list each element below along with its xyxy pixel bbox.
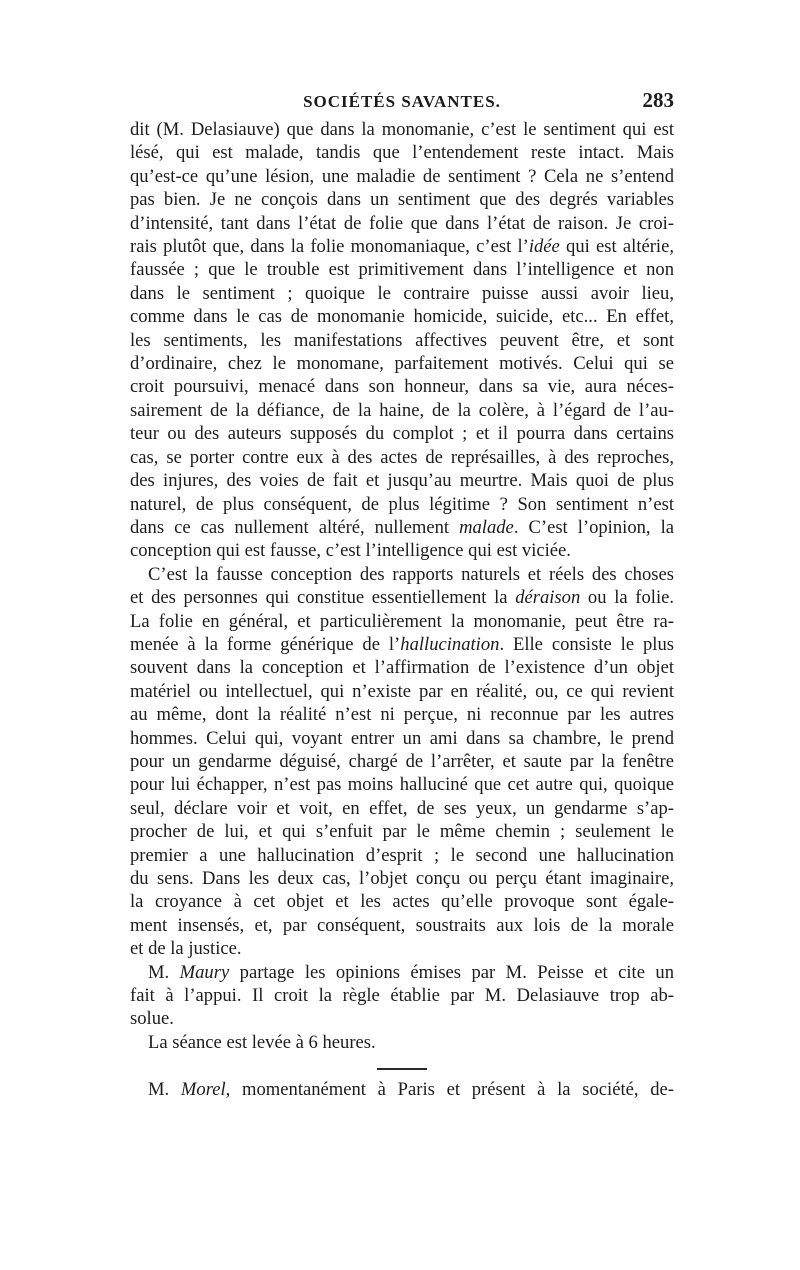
text-line: la croyance à cet objet et les actes qu’elle provoque sont égale- — [130, 891, 674, 913]
text-line — [130, 586, 674, 609]
text-run: qui est altérie, — [559, 236, 674, 258]
text-line — [130, 235, 674, 258]
text-line — [130, 1078, 674, 1101]
text-line: comme dans le cas de monomanie homicide, suicide, etc... En effet, — [130, 306, 674, 328]
paragraph-5 — [130, 1078, 674, 1101]
text-line: C’est la fausse conception des rapports naturels et réels des choses — [148, 563, 674, 585]
text-line: La folie en général, et particulièrement la monomanie, peut être ra- — [130, 610, 674, 632]
text-run: partage les opinions émises par M. Peisse et cite un — [229, 961, 674, 983]
text-run: rais plutôt que, dans la folie monomaniaque, c’est l’ — [130, 236, 529, 258]
text-line: premier a une hallucination d’esprit ; le second une hallucination — [130, 844, 674, 866]
paragraph-1 — [130, 118, 674, 563]
emphasis-morel: Morel — [180, 1079, 226, 1101]
text-line: teur ou des auteurs supposés du complot ; et il pourra dans certains — [130, 423, 674, 445]
text-line: des injures, des voies de fait et jusqu’au meurtre. Mais quoi de plus — [130, 470, 674, 492]
text-line: seul, déclare voir et voit, en effet, de ses yeux, un gendarme s’ap- — [130, 797, 674, 819]
emphasis-malade: malade — [459, 516, 514, 538]
text-line: matériel ou intellectuel, qui n’existe par en réalité, ou, ce qui revient — [130, 680, 674, 702]
text-run: M. — [148, 1079, 181, 1101]
text-line: pas bien. Je ne conçois dans un sentiment que des degrés variables — [130, 189, 674, 211]
text-line: dans le sentiment ; quoique le contraire puisse aussi avoir lieu, — [130, 282, 674, 304]
text-line: cas, se porter contre eux à des actes de représailles, à des reproches, — [130, 446, 674, 468]
text-line: pour un gendarme déguisé, chargé de l’arrêter, et saute par la fenêtre — [130, 750, 674, 772]
text-run: ou la folie. — [580, 587, 675, 609]
text-line: et de la justice. — [130, 938, 242, 960]
text-line: naturel, de plus conséquent, de plus légitime ? Son sentiment n’est — [130, 493, 674, 515]
text-line: au même, dont la réalité n’est ni perçue, ni reconnue par les autres — [130, 704, 674, 726]
running-title: SOCIÉTÉS SAVANTES. — [303, 92, 501, 111]
emphasis-idee: idée — [528, 236, 560, 258]
text-line: qu’est-ce qu’une lésion, une maladie de sentiment ? Cela ne s’entend — [130, 165, 674, 187]
text-line: souvent dans la conception et l’affirmation de l’existence d’un objet — [130, 657, 674, 679]
text-line: croit poursuivi, menacé dans son honneur, dans sa vie, aura néces- — [130, 376, 674, 398]
text-line: lésé, qui est malade, tandis que l’entendement reste intact. Mais — [130, 142, 674, 164]
text-run: menée à la forme générique de l’ — [130, 633, 401, 655]
text-line: fait à l’appui. Il croit la règle établie par M. Delasiauve trop ab- — [130, 985, 674, 1007]
text-run: M. — [148, 961, 180, 983]
text-line — [130, 516, 674, 539]
emphasis-maury: Maury — [179, 961, 230, 983]
text-run: dans ce cas nullement altéré, nullement — [130, 516, 460, 538]
text-line: les sentiments, les manifestations affectives peuvent être, et sont — [130, 329, 674, 351]
text-run: , momentanément à Paris et présent à la société, de- — [225, 1079, 674, 1101]
text-line: procher de lui, et qui s’enfuit par le même chemin ; seulement le — [130, 821, 674, 843]
text-line: dit (M. Delasiauve) que dans la monomanie, c’est le sentiment qui est — [130, 119, 674, 140]
text-line — [130, 961, 674, 984]
text-line — [130, 633, 674, 656]
text-run: . C’est l’opinion, la — [513, 516, 674, 538]
emphasis-hallucination: hallucination — [400, 633, 500, 655]
text-line: d’ordinaire, chez le monomane, parfaitement motivés. Celui qui se — [130, 353, 674, 375]
text-line: conception qui est fausse, c’est l’intelligence qui est viciée. — [130, 540, 571, 562]
paragraph-3 — [130, 961, 674, 1031]
paragraph-4 — [130, 1031, 674, 1054]
text-line: solue. — [130, 1008, 174, 1030]
text-line: La séance est levée à 6 heures. — [148, 1031, 376, 1053]
section-divider — [377, 1068, 427, 1070]
text-line: du sens. Dans les deux cas, l’objet conçu ou perçu étant imaginaire, — [130, 868, 674, 889]
text-line: hommes. Celui qui, voyant entrer un ami dans sa chambre, le prend — [130, 727, 674, 749]
text-line: sairement de la défiance, de la haine, de la colère, à l’égard de l’au- — [130, 399, 674, 421]
page-number: 283 — [642, 88, 674, 112]
text-run: . Elle consiste le plus — [499, 633, 674, 655]
running-head — [130, 88, 674, 118]
text-line: ment insensés, et, par conséquent, soustraits aux lois de la morale — [130, 914, 674, 936]
book-page — [130, 88, 674, 1102]
paragraph-2 — [130, 563, 674, 961]
text-line: pour lui échapper, n’est pas moins halluciné que cet autre qui, quoique — [130, 774, 674, 796]
emphasis-deraison: déraison — [515, 587, 581, 609]
text-run: et des personnes qui constitue essentiellement la — [130, 587, 516, 609]
text-line: d’intensité, tant dans l’état de folie que dans l’état de raison. Je croi- — [130, 212, 674, 234]
text-line: faussée ; que le trouble est primitivement dans l’intelligence et non — [130, 259, 674, 281]
